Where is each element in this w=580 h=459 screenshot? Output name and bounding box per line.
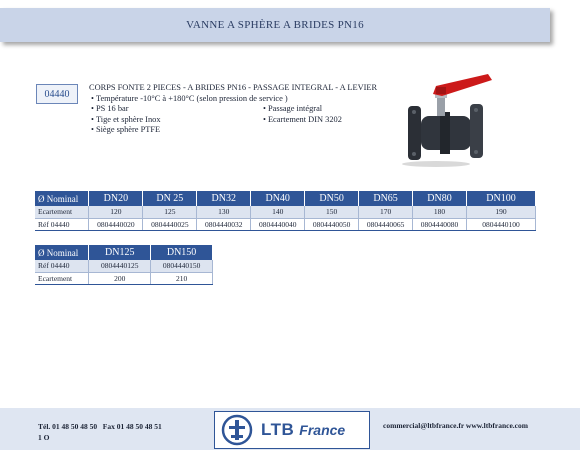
spec-table-1: [35, 191, 536, 231]
column-header: DN20: [89, 191, 143, 206]
feature-face-to-face: • Ecartement DIN 3202: [263, 115, 342, 126]
table-cell: 120: [89, 206, 143, 218]
ltb-emblem-icon: [221, 414, 253, 446]
table-cell: 0804440020: [89, 218, 143, 230]
column-header: DN40: [251, 191, 305, 206]
feature-stem: • Tige et sphère Inox: [91, 115, 161, 126]
table-cell: 0804440065: [359, 218, 413, 230]
row-label: Ecartement: [35, 272, 89, 284]
feature-seat: • Siège sphère PTFE: [91, 125, 160, 136]
table-cell: 180: [413, 206, 467, 218]
column-header: DN150: [151, 245, 213, 260]
table-row: [35, 260, 213, 272]
footer-fax: Fax 01 48 50 48 51: [102, 422, 162, 431]
column-header: Ø Nominal: [35, 191, 89, 206]
table-cell: 190: [467, 206, 536, 218]
table-cell: 210: [151, 272, 213, 284]
table-cell: 0804440125: [89, 260, 151, 272]
logo-brand: LTB: [261, 420, 295, 439]
column-header: DN32: [197, 191, 251, 206]
column-header: DN80: [413, 191, 467, 206]
page-title-banner: [0, 8, 550, 42]
table-cell: 125: [143, 206, 197, 218]
product-description: [89, 83, 389, 138]
row-label: Réf 04440: [35, 260, 89, 272]
column-header: DN100: [467, 191, 536, 206]
column-header: DN65: [359, 191, 413, 206]
table-cell: 0804440080: [413, 218, 467, 230]
column-header: Ø Nominal: [35, 245, 89, 260]
table-cell: 130: [197, 206, 251, 218]
feature-list: [89, 94, 389, 138]
table-row: [35, 272, 213, 284]
column-header: DN50: [305, 191, 359, 206]
feature-pressure: • PS 16 bar: [91, 104, 129, 115]
table-cell: 0804440100: [467, 218, 536, 230]
table-row: [35, 206, 536, 218]
table-cell: 170: [359, 206, 413, 218]
product-code-badge: [36, 84, 78, 104]
page-number: 1 O: [38, 433, 50, 442]
footer-contact-left: [38, 421, 162, 443]
page-title: VANNE A SPHÈRE A BRIDES PN16: [186, 19, 364, 31]
table-cell: 150: [305, 206, 359, 218]
row-label: Réf 04440: [35, 218, 89, 230]
product-heading: CORPS FONTE 2 PIECES - A BRIDES PN16 - PASSAGE INTEGRAL - A LEVIER: [89, 83, 378, 92]
ball-valve-image: [396, 72, 496, 168]
product-code: 04440: [44, 88, 70, 100]
table-cell: 0804440150: [151, 260, 213, 272]
table-cell: 0804440040: [251, 218, 305, 230]
ltb-logo: [214, 411, 370, 449]
feature-temperature: • Température -10°C à +180°C (selon pression de service ): [91, 94, 288, 105]
page-footer: [0, 408, 580, 450]
column-header: DN 25: [143, 191, 197, 206]
logo-subtitle: France: [299, 422, 346, 438]
table-cell: 140: [251, 206, 305, 218]
table-row: [35, 218, 536, 230]
footer-phone: Tél. 01 48 50 48 50: [38, 422, 98, 431]
table-header-row: [35, 245, 213, 260]
column-header: DN125: [89, 245, 151, 260]
table-cell: 200: [89, 272, 151, 284]
spec-table-2: [35, 245, 213, 285]
table-header-row: [35, 191, 536, 206]
row-label: Ecartement: [35, 206, 89, 218]
table-cell: 0804440050: [305, 218, 359, 230]
footer-contact-right: commercial@ltbfrance.fr www.ltbfrance.com: [383, 421, 528, 430]
table-cell: 0804440032: [197, 218, 251, 230]
table-cell: 0804440025: [143, 218, 197, 230]
feature-full-bore: • Passage intégral: [263, 104, 322, 115]
